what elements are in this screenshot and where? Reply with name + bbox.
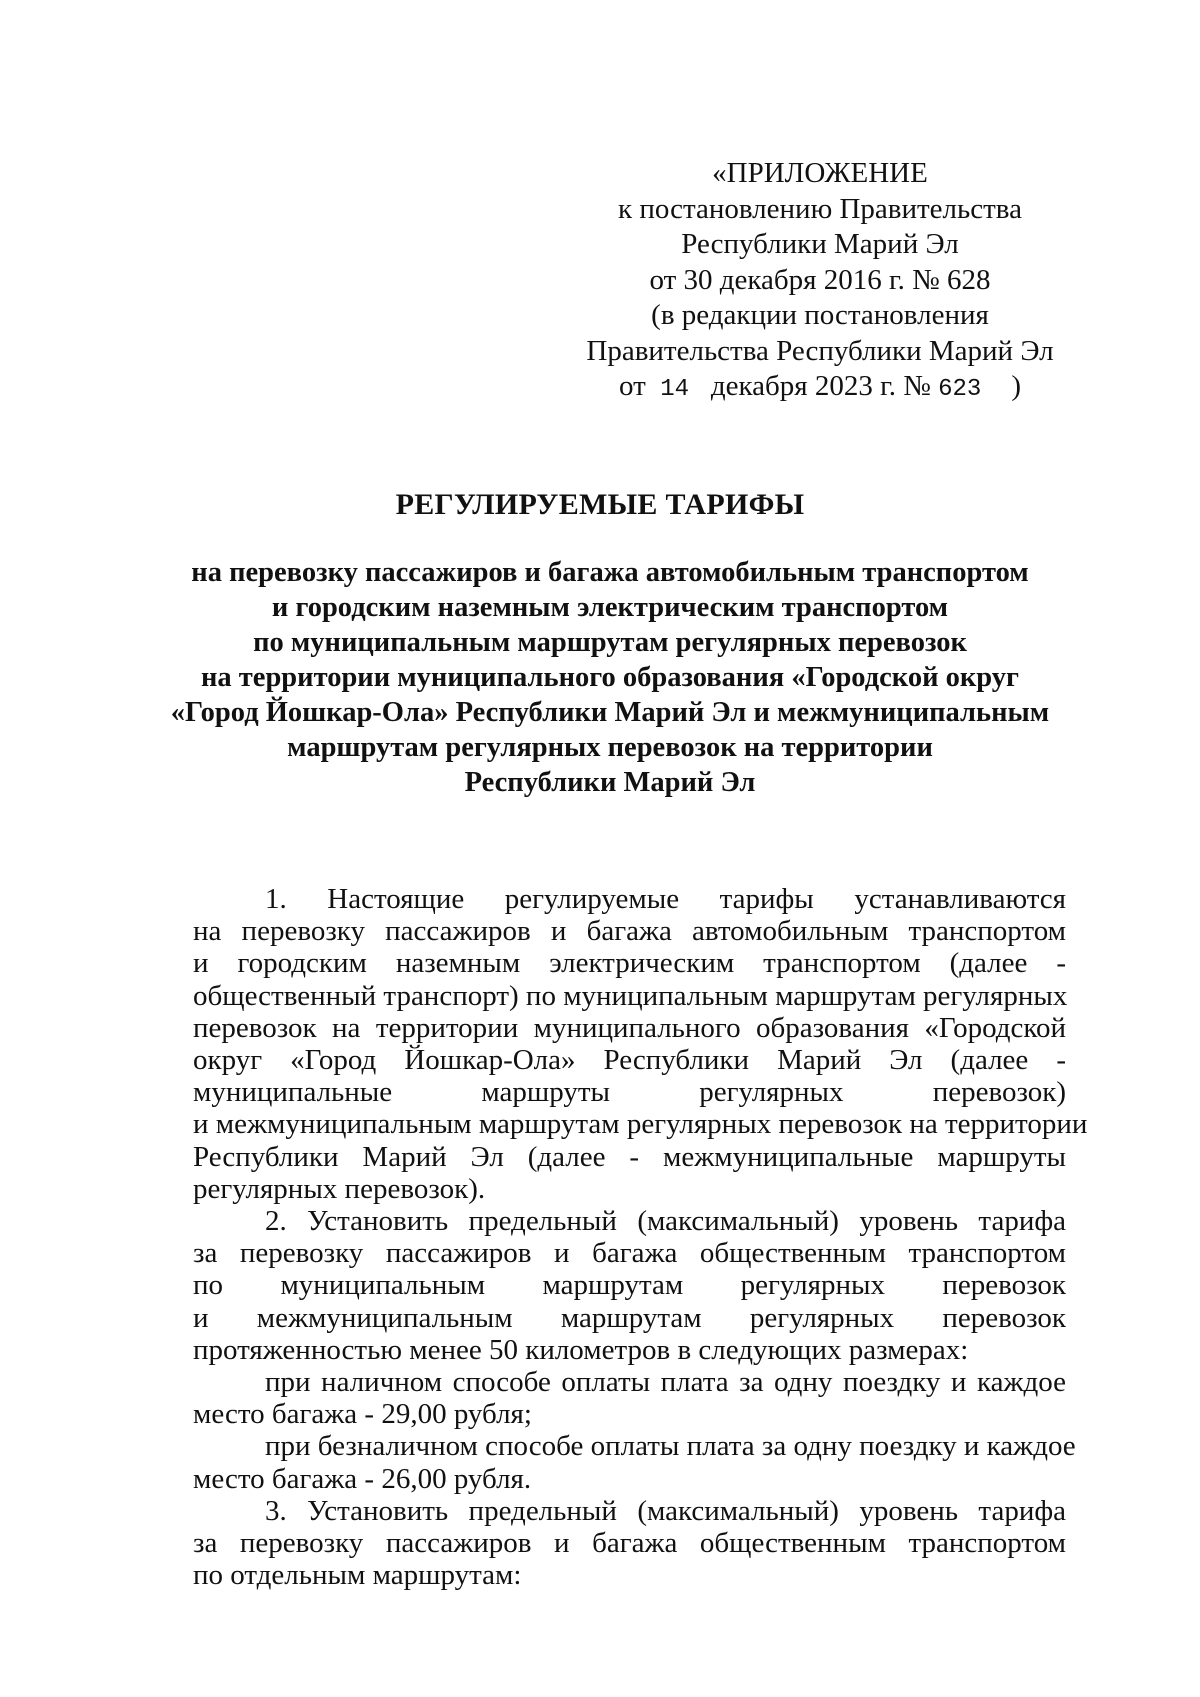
- body-line: и межмуниципальным маршрутам регулярных перевозок на территории: [193, 1108, 1088, 1141]
- subtitle-line: Республики Марий Эл: [464, 767, 756, 798]
- amendment-day: 14: [660, 376, 690, 403]
- amendment-date-line: [560, 369, 1080, 408]
- body-line: регулярных перевозок).: [193, 1172, 486, 1205]
- subtitle-line: по муниципальным маршрутам регулярных перевозок: [253, 627, 967, 658]
- body-line: и городским наземным электрическим транспортом (далее -: [193, 947, 1066, 980]
- body-line: при наличном способе оплаты плата за одну поездку и каждое: [265, 1366, 1066, 1399]
- body-line: округ «Город Йошкар-Ола» Республики Марий Эл (далее -: [193, 1044, 1066, 1077]
- body-line: за перевозку пассажиров и багажа общественным транспортом: [193, 1237, 1066, 1270]
- subtitle-line: «Город Йошкар-Ола» Республики Марий Эл и межмуниципальным: [170, 697, 1050, 728]
- body-line: по муниципальным маршрутам регулярных перевозок: [193, 1269, 1066, 1302]
- document-body: [193, 883, 1088, 1592]
- appendix-header: [560, 156, 1080, 408]
- body-line: протяженностью менее 50 километров в следующих размерах:: [193, 1333, 969, 1366]
- body-line: 2. Установить предельный (максимальный) уровень тарифа: [265, 1205, 1066, 1238]
- body-line: за перевозку пассажиров и багажа общественным транспортом: [193, 1527, 1066, 1560]
- body-line: общественный транспорт) по муниципальным маршрутам регулярных: [193, 979, 1068, 1012]
- body-line: на перевозку пассажиров и багажа автомобильным транспортом: [193, 915, 1066, 948]
- subtitle-line: и городским наземным электрическим транспортом: [271, 592, 949, 623]
- body-line: 1. Настоящие регулируемые тарифы устанавливаются: [265, 883, 1066, 915]
- paragraph-1: [193, 883, 1088, 1205]
- amendment-middle: декабря 2023 г. №: [710, 370, 931, 402]
- body-line: Республики Марий Эл (далее - межмуниципальные маршруты: [193, 1140, 1066, 1173]
- body-line: по отдельным маршрутам:: [193, 1559, 522, 1592]
- paragraph-2: [193, 1205, 1066, 1366]
- subtitle-line: на перевозку пассажиров и багажа автомобильным транспортом: [191, 557, 1029, 588]
- subtitle-line: маршрутам регулярных перевозок на территории: [287, 732, 933, 763]
- body-line: перевозок на территории муниципального образования «Городской: [193, 1011, 1066, 1044]
- paragraph-cash-fare: [193, 1366, 1066, 1430]
- body-line: при безналичном способе оплаты плата за одну поездку и каждое: [265, 1430, 1076, 1463]
- subtitle-line: на территории муниципального образования «Городской округ: [201, 662, 1019, 693]
- document-title: РЕГУЛИРУЕМЫЕ ТАРИФЫ: [395, 488, 805, 521]
- amendment-suffix: ): [1011, 370, 1022, 402]
- body-line: и межмуниципальным маршрутам регулярных перевозок: [193, 1301, 1066, 1334]
- appendix-line: «ПРИЛОЖЕНИЕ: [712, 157, 928, 189]
- appendix-line: Республики Марий Эл: [681, 228, 959, 260]
- body-line: муниципальные маршруты регулярных перевозок): [193, 1076, 1066, 1109]
- appendix-line: от 30 декабря 2016 г. № 628: [649, 263, 991, 296]
- appendix-line: (в редакции постановления: [651, 299, 989, 331]
- body-line: 3. Установить предельный (максимальный) уровень тарифа: [265, 1494, 1066, 1527]
- paragraph-cashless-fare: [193, 1430, 1076, 1495]
- amendment-number: 623: [938, 376, 982, 403]
- appendix-line: Правительства Республики Марий Эл: [586, 334, 1054, 367]
- paragraph-3: [193, 1495, 1066, 1592]
- amendment-prefix: от: [618, 370, 646, 402]
- appendix-line: к постановлению Правительства: [618, 192, 1022, 225]
- body-line: место багажа - 26,00 рубля.: [193, 1462, 532, 1495]
- document-subtitle: [150, 555, 1070, 800]
- body-line: место багажа - 29,00 рубля;: [193, 1398, 532, 1431]
